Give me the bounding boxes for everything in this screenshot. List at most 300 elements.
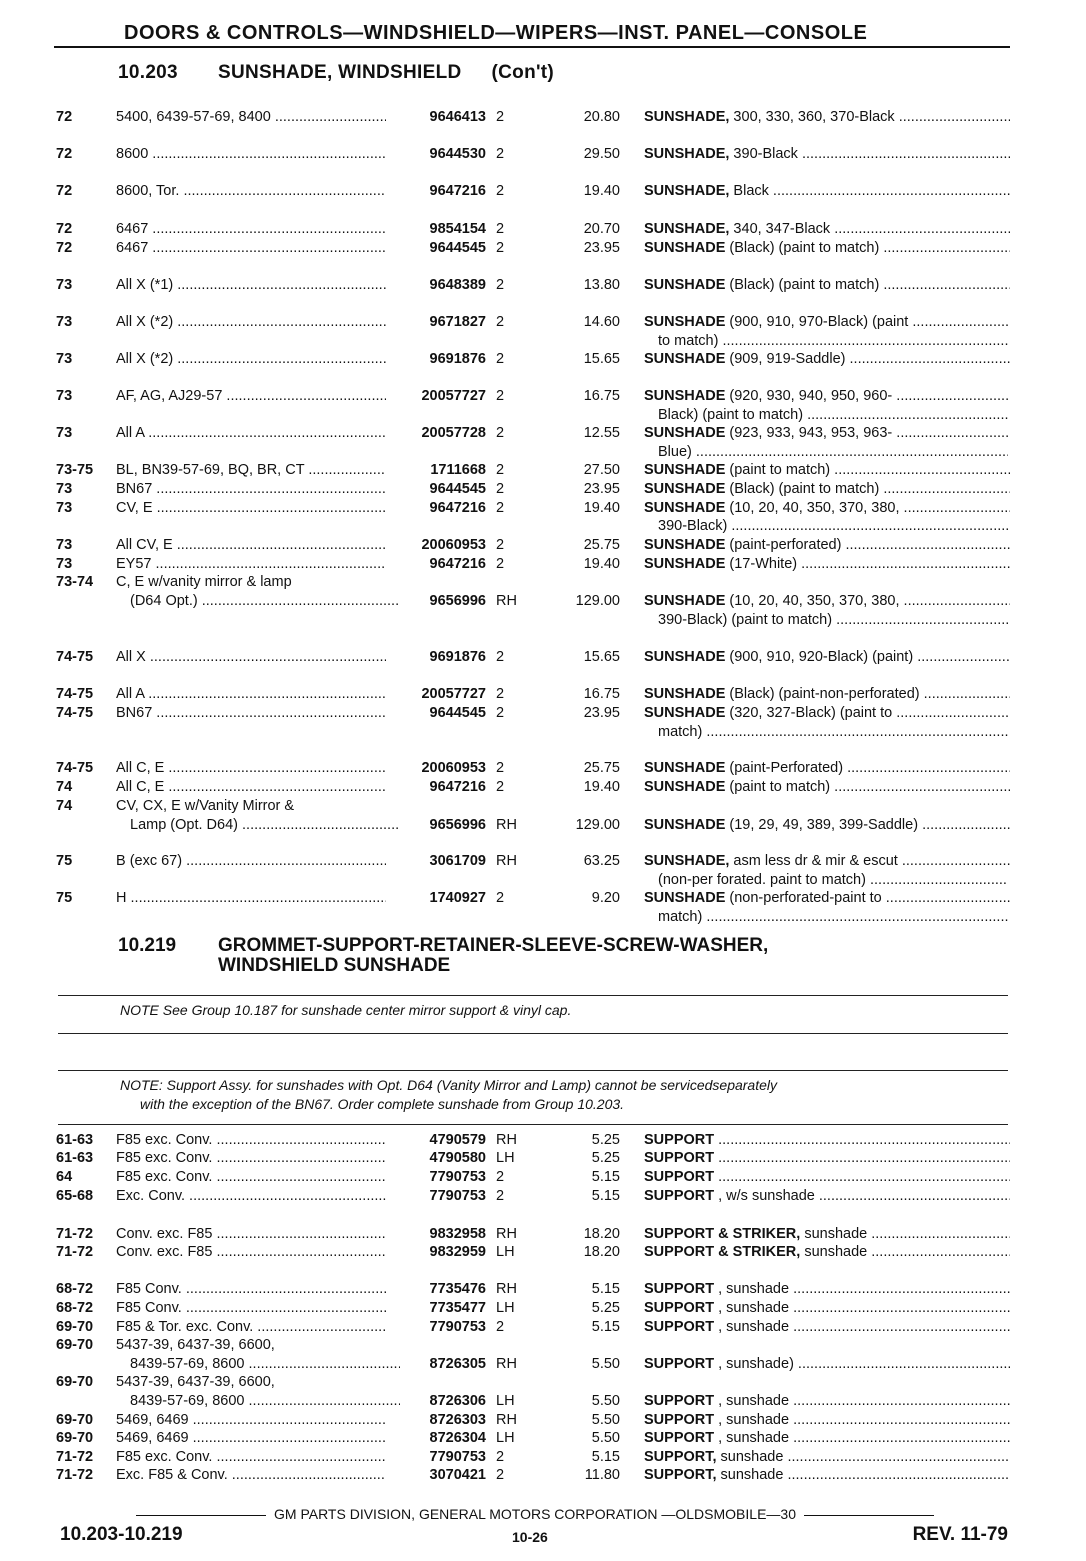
description-continuation: [658, 443, 1008, 462]
quantity-cell: 2: [496, 1188, 505, 1204]
section-number: 10.219: [118, 935, 177, 956]
price-cell: 18.20: [583, 1226, 620, 1242]
description-cell: [644, 145, 1010, 164]
description-cell: [644, 1168, 1010, 1187]
model-cell: Exc. F85 & Conv. .....: [116, 1466, 386, 1485]
description-cell: [644, 592, 1010, 611]
description-cell: [644, 1355, 1010, 1374]
page-header: DOORS & CONTROLS—WINDSHIELD—WIPERS—INST. PANEL—CONSOLE: [124, 22, 868, 44]
price-cell: 18.20: [583, 1244, 620, 1260]
price-cell: 19.40: [583, 779, 620, 795]
year-cell: 73: [56, 481, 73, 497]
year-cell: 75: [56, 890, 73, 906]
section-title-line1: GROMMET-SUPPORT-RETAINER-SLEEVE-SCREW-WASHER,: [218, 935, 769, 956]
part-detail: (920, 930, 940, 950, 960-: [725, 388, 893, 404]
description-cell: [644, 424, 1010, 443]
part-detail: 300, 330, 360, 370-Black: [729, 109, 895, 125]
part-number-cell: 20060953: [421, 537, 486, 553]
description-cell: [644, 1187, 1010, 1206]
description-cell: [644, 889, 1010, 908]
year-cell: 72: [56, 183, 73, 199]
quantity-cell: LH: [496, 1430, 515, 1446]
part-detail: (paint to match): [725, 779, 831, 795]
quantity-cell: 2: [496, 1319, 505, 1335]
year-cell: 71-72: [56, 1467, 94, 1483]
part-detail: (19, 29, 49, 389, 399-Saddle): [725, 817, 919, 833]
description-continuation: [658, 871, 1008, 890]
part-name: SUPPORT: [644, 1281, 715, 1297]
part-name: SUPPORT: [644, 1393, 715, 1409]
year-cell: 74: [56, 798, 73, 814]
quantity-cell: RH: [496, 817, 517, 833]
part-detail: , w/s sunshade: [714, 1188, 815, 1204]
quantity-cell: 2: [496, 240, 505, 256]
quantity-cell: 2: [496, 388, 505, 404]
quantity-cell: 2: [496, 500, 505, 516]
part-number-cell: 9647216: [429, 500, 486, 516]
price-cell: 63.25: [583, 853, 620, 869]
description-cell: [644, 1131, 1010, 1150]
year-cell: 73-75: [56, 462, 94, 478]
quantity-cell: 2: [496, 760, 505, 776]
footer-group-range: 10.203-10.219: [60, 1524, 183, 1545]
model-cell: Conv. exc. F85 .....: [116, 1225, 386, 1244]
part-name: SUNSHADE: [644, 649, 726, 665]
price-cell: 5.15: [591, 1169, 620, 1185]
part-name: SUPPORT & STRIKER,: [644, 1226, 801, 1242]
model-cell: EY57 .....: [116, 555, 386, 574]
part-number-cell: 9854154: [429, 221, 486, 237]
price-cell: 5.50: [591, 1356, 620, 1372]
model-cell: 8439-57-69, 8600 .....: [130, 1355, 400, 1374]
price-cell: 23.95: [583, 240, 620, 256]
price-cell: 129.00: [575, 593, 620, 609]
quantity-cell: 2: [496, 890, 505, 906]
part-number-cell: 7735476: [429, 1281, 486, 1297]
section-number: 10.203: [118, 62, 178, 83]
part-name: SUNSHADE: [644, 705, 726, 721]
part-detail: (Black) (paint to match): [725, 240, 880, 256]
part-number-cell: 3070421: [429, 1467, 486, 1483]
model-cell: F85 exc. Conv. .....: [116, 1131, 386, 1150]
part-detail: (Black) (paint to match): [725, 277, 880, 293]
description-continuation: [658, 611, 1008, 630]
part-name: SUNSHADE: [644, 686, 726, 702]
section-title: SUNSHADE, WINDSHIELD: [218, 62, 462, 83]
model-cell: F85 exc. Conv. .....: [116, 1448, 386, 1467]
part-number-cell: 9656996: [429, 817, 486, 833]
description-cell: [644, 313, 1010, 332]
price-cell: 25.75: [583, 537, 620, 553]
year-cell: 72: [56, 221, 73, 237]
part-name: SUNSHADE,: [644, 853, 730, 869]
part-detail: (900, 910, 970-Black) (paint: [725, 314, 909, 330]
description-continuation: [658, 723, 1008, 742]
part-detail: (paint-perforated): [725, 537, 842, 553]
part-name: SUNSHADE: [644, 537, 726, 553]
part-name: SUNSHADE: [644, 817, 726, 833]
year-cell: 73: [56, 277, 73, 293]
model-cell: H .....: [116, 889, 386, 908]
description-continuation: [658, 908, 1008, 927]
part-detail: sunshade: [800, 1244, 868, 1260]
quantity-cell: 2: [496, 705, 505, 721]
year-cell: 72: [56, 146, 73, 162]
model-cell: All X (*1) .....: [116, 276, 386, 295]
part-detail: sunshade: [716, 1449, 784, 1465]
quantity-cell: 2: [496, 537, 505, 553]
price-cell: 15.65: [583, 649, 620, 665]
part-number-cell: 9647216: [429, 779, 486, 795]
quantity-cell: RH: [496, 853, 517, 869]
note-support-assy-line1: NOTE: Support Assy. for sunshades with Opt. D64 (Vanity Mirror and Lamp) cannot be servicedseparately: [120, 1077, 777, 1093]
part-detail: , sunshade: [714, 1393, 790, 1409]
part-name: SUNSHADE: [644, 890, 726, 906]
price-cell: 9.20: [591, 890, 620, 906]
price-cell: 15.65: [583, 351, 620, 367]
part-number-cell: 8726305: [429, 1356, 486, 1372]
section-title-10-203: [118, 62, 554, 84]
part-number-cell: 9647216: [429, 183, 486, 199]
model-cell: All C, E .....: [116, 759, 386, 778]
model-cell: 8600 .....: [116, 145, 386, 164]
year-cell: 68-72: [56, 1300, 94, 1316]
description-cell: [644, 1411, 1010, 1430]
part-detail: , sunshade): [714, 1356, 794, 1372]
year-cell: 69-70: [56, 1319, 94, 1335]
part-detail: 340, 347-Black: [729, 221, 831, 237]
year-cell: 74-75: [56, 649, 94, 665]
model-cell: All A .....: [116, 685, 386, 704]
description-cell: [644, 852, 1010, 871]
part-number-cell: 9647216: [429, 556, 486, 572]
year-cell: 73: [56, 351, 73, 367]
year-cell: 73: [56, 425, 73, 441]
model-cell: 8439-57-69, 8600 .....: [130, 1392, 400, 1411]
year-cell: 72: [56, 240, 73, 256]
part-name: SUNSHADE: [644, 425, 726, 441]
year-cell: 74-75: [56, 705, 94, 721]
footer-revision: REV. 11-79: [912, 1524, 1008, 1545]
description-cell: [644, 239, 1010, 258]
part-detail: sunshade: [800, 1226, 868, 1242]
price-cell: 13.80: [583, 277, 620, 293]
description-continuation: [658, 517, 1008, 536]
year-cell: 71-72: [56, 1226, 94, 1242]
note-group-10-187: NOTE See Group 10.187 for sunshade center mirror support & vinyl cap.: [120, 1002, 572, 1018]
quantity-cell: 2: [496, 556, 505, 572]
description-cell: [644, 1392, 1010, 1411]
part-name: SUPPORT,: [644, 1449, 717, 1465]
description-cell: [644, 1280, 1010, 1299]
footer-page-number: 10-26: [512, 1529, 548, 1545]
quantity-cell: 2: [496, 1169, 505, 1185]
price-cell: 12.55: [583, 425, 620, 441]
part-number-cell: 4790579: [429, 1132, 486, 1148]
part-name: SUNSHADE: [644, 593, 726, 609]
part-number-cell: 9832958: [429, 1226, 486, 1242]
quantity-cell: 2: [496, 146, 505, 162]
part-detail: (320, 327-Black) (paint to: [725, 705, 893, 721]
part-number-cell: 20057727: [421, 388, 486, 404]
continuation-text: match): [658, 724, 703, 740]
model-cell: F85 Conv. .....: [116, 1280, 386, 1299]
year-cell: 73: [56, 556, 73, 572]
price-cell: 20.80: [583, 109, 620, 125]
model-cell: 5437-39, 6437-39, 6600,: [116, 1374, 275, 1390]
quantity-cell: 2: [496, 462, 505, 478]
year-cell: 73: [56, 314, 73, 330]
part-name: SUPPORT: [644, 1169, 715, 1185]
continuation-text: Black) (paint to match): [658, 407, 804, 423]
part-name: SUPPORT & STRIKER,: [644, 1244, 801, 1260]
part-name: SUNSHADE: [644, 500, 726, 516]
description-cell: [644, 1243, 1010, 1262]
price-cell: 5.50: [591, 1412, 620, 1428]
price-cell: 16.75: [583, 388, 620, 404]
model-cell: F85 Conv. .....: [116, 1299, 386, 1318]
price-cell: 5.25: [591, 1150, 620, 1166]
part-number-cell: 9644530: [429, 146, 486, 162]
year-cell: 68-72: [56, 1281, 94, 1297]
part-detail: (10, 20, 40, 350, 370, 380,: [725, 593, 900, 609]
part-number-cell: 9832959: [429, 1244, 486, 1260]
model-cell: Exc. Conv. .....: [116, 1187, 386, 1206]
part-number-cell: 7735477: [429, 1300, 486, 1316]
part-detail: (paint-Perforated): [725, 760, 844, 776]
part-name: SUNSHADE: [644, 462, 726, 478]
price-cell: 19.40: [583, 183, 620, 199]
price-cell: 19.40: [583, 556, 620, 572]
model-cell: CV, CX, E w/Vanity Mirror &: [116, 798, 295, 814]
quantity-cell: RH: [496, 1356, 517, 1372]
model-cell: Lamp (Opt. D64) .....: [130, 816, 400, 835]
description-cell: [644, 1149, 1010, 1168]
price-cell: 129.00: [575, 817, 620, 833]
part-detail: , sunshade: [714, 1430, 790, 1446]
price-cell: 11.80: [584, 1467, 620, 1483]
model-cell: 8600, Tor. .....: [116, 182, 386, 201]
year-cell: 72: [56, 109, 73, 125]
model-cell: B (exc 67) .....: [116, 852, 386, 871]
part-name: SUPPORT: [644, 1356, 715, 1372]
model-cell: BN67 .....: [116, 480, 386, 499]
model-cell: 5469, 6469 .....: [116, 1429, 386, 1448]
section-title-line2: WINDSHIELD SUNSHADE: [218, 955, 451, 976]
part-name: SUPPORT: [644, 1430, 715, 1446]
part-number-cell: 3061709: [429, 853, 486, 869]
part-number-cell: 4790580: [429, 1150, 486, 1166]
price-cell: 29.50: [583, 146, 620, 162]
section-cont: (Con't): [491, 62, 555, 83]
model-cell: 5469, 6469 .....: [116, 1411, 386, 1430]
model-cell: CV, E .....: [116, 499, 386, 518]
model-cell: All CV, E .....: [116, 536, 386, 555]
description-cell: [644, 1466, 1010, 1485]
continuation-text: (non-per forated. paint to match): [658, 872, 866, 888]
part-number-cell: 8726304: [429, 1430, 486, 1446]
quantity-cell: RH: [496, 1132, 517, 1148]
model-cell: F85 exc. Conv. .....: [116, 1149, 386, 1168]
description-cell: [644, 555, 1010, 574]
price-cell: 5.25: [591, 1132, 620, 1148]
part-number-cell: 7790753: [429, 1449, 486, 1465]
year-cell: 69-70: [56, 1412, 94, 1428]
part-name: SUNSHADE,: [644, 109, 730, 125]
part-number-cell: 1740927: [429, 890, 486, 906]
part-name: SUNSHADE: [644, 240, 726, 256]
year-cell: 71-72: [56, 1244, 94, 1260]
part-name: SUNSHADE: [644, 388, 726, 404]
description-cell: [644, 480, 1010, 499]
price-cell: 23.95: [583, 705, 620, 721]
part-name: SUNSHADE: [644, 556, 726, 572]
year-cell: 73: [56, 500, 73, 516]
quantity-cell: 2: [496, 221, 505, 237]
price-cell: 5.15: [591, 1449, 620, 1465]
description-cell: [644, 778, 1010, 797]
model-cell: F85 exc. Conv. .....: [116, 1168, 386, 1187]
part-number-cell: 9644545: [429, 705, 486, 721]
model-cell: 6467 .....: [116, 220, 386, 239]
quantity-cell: 2: [496, 779, 505, 795]
part-detail: 390-Black: [729, 146, 798, 162]
year-cell: 61-63: [56, 1132, 94, 1148]
quantity-cell: LH: [496, 1150, 515, 1166]
price-cell: 23.95: [583, 481, 620, 497]
part-detail: , sunshade: [714, 1281, 790, 1297]
description-cell: [644, 816, 1010, 835]
description-cell: [644, 276, 1010, 295]
part-name: SUPPORT: [644, 1150, 715, 1166]
price-cell: 20.70: [583, 221, 620, 237]
part-detail: (Black) (paint to match): [725, 481, 880, 497]
price-cell: 25.75: [583, 760, 620, 776]
continuation-text: to match): [658, 333, 719, 349]
part-number-cell: 7790753: [429, 1319, 486, 1335]
description-cell: [644, 220, 1010, 239]
year-cell: 74-75: [56, 760, 94, 776]
part-name: SUPPORT,: [644, 1467, 717, 1483]
part-number-cell: 20060953: [421, 760, 486, 776]
quantity-cell: 2: [496, 1449, 505, 1465]
part-name: SUNSHADE: [644, 351, 726, 367]
quantity-cell: RH: [496, 1412, 517, 1428]
part-detail: (Black) (paint-non-perforated): [725, 686, 920, 702]
part-number-cell: 9691876: [429, 351, 486, 367]
section-title-10-219: [118, 936, 768, 976]
price-cell: 5.25: [591, 1300, 620, 1316]
quantity-cell: 2: [496, 277, 505, 293]
part-number-cell: 20057727: [421, 686, 486, 702]
quantity-cell: LH: [496, 1244, 515, 1260]
model-cell: BN67 .....: [116, 704, 386, 723]
part-number-cell: 20057728: [421, 425, 486, 441]
part-number-cell: 9646413: [429, 109, 486, 125]
quantity-cell: 2: [496, 314, 505, 330]
description-cell: [644, 1299, 1010, 1318]
quantity-cell: RH: [496, 1226, 517, 1242]
part-number-cell: 9691876: [429, 649, 486, 665]
part-number-cell: 7790753: [429, 1188, 486, 1204]
part-number-cell: 9644545: [429, 240, 486, 256]
price-cell: 5.50: [591, 1393, 620, 1409]
part-name: SUNSHADE: [644, 277, 726, 293]
part-number-cell: 7790753: [429, 1169, 486, 1185]
divider: [58, 1124, 1008, 1125]
description-cell: [644, 499, 1010, 518]
part-detail: (paint to match): [725, 462, 831, 478]
quantity-cell: LH: [496, 1393, 515, 1409]
price-cell: 19.40: [583, 500, 620, 516]
description-cell: [644, 182, 1010, 201]
year-cell: 73: [56, 388, 73, 404]
description-cell: [644, 1225, 1010, 1244]
part-detail: (non-perforated-paint to: [725, 890, 882, 906]
price-cell: 5.15: [591, 1319, 620, 1335]
part-number-cell: 1711668: [430, 462, 486, 478]
part-detail: (10, 20, 40, 350, 370, 380,: [725, 500, 900, 516]
part-number-cell: 8726303: [429, 1412, 486, 1428]
description-cell: [644, 108, 1010, 127]
model-cell: All A .....: [116, 424, 386, 443]
model-cell: Conv. exc. F85 .....: [116, 1243, 386, 1262]
price-cell: 5.15: [591, 1188, 620, 1204]
model-cell: BL, BN39-57-69, BQ, BR, CT .....: [116, 461, 386, 480]
description-cell: [644, 387, 1010, 406]
quantity-cell: 2: [496, 1467, 505, 1483]
description-cell: [644, 1318, 1010, 1337]
quantity-cell: RH: [496, 1281, 517, 1297]
quantity-cell: 2: [496, 183, 505, 199]
price-cell: 14.60: [583, 314, 620, 330]
part-number-cell: 9656996: [429, 593, 486, 609]
year-cell: 69-70: [56, 1337, 94, 1353]
model-cell: AF, AG, AJ29-57 .....: [116, 387, 386, 406]
part-name: SUNSHADE: [644, 760, 726, 776]
model-cell: All C, E .....: [116, 778, 386, 797]
description-cell: [644, 685, 1010, 704]
part-name: SUNSHADE: [644, 314, 726, 330]
model-cell: 6467 .....: [116, 239, 386, 258]
year-cell: 75: [56, 853, 73, 869]
model-cell: All X .....: [116, 648, 386, 667]
quantity-cell: 2: [496, 649, 505, 665]
description-cell: [644, 1448, 1010, 1467]
part-name: SUPPORT: [644, 1188, 715, 1204]
part-name: SUNSHADE,: [644, 146, 730, 162]
model-cell: 5437-39, 6437-39, 6600,: [116, 1337, 275, 1353]
description-cell: [644, 1429, 1010, 1448]
continuation-text: 390-Black): [658, 518, 728, 534]
year-cell: 69-70: [56, 1374, 94, 1390]
year-cell: 74-75: [56, 686, 94, 702]
description-continuation: [658, 332, 1008, 351]
part-detail: (900, 910, 920-Black) (paint): [725, 649, 914, 665]
model-cell: All X (*2) .....: [116, 313, 386, 332]
quantity-cell: RH: [496, 593, 517, 609]
description-cell: [644, 461, 1010, 480]
year-cell: 69-70: [56, 1430, 94, 1446]
year-cell: 61-63: [56, 1150, 94, 1166]
model-cell: All X (*2) .....: [116, 350, 386, 369]
quantity-cell: 2: [496, 481, 505, 497]
continuation-text: Blue): [658, 444, 692, 460]
note-support-assy-line2: with the exception of the BN67. Order complete sunshade from Group 10.203.: [140, 1096, 625, 1112]
part-detail: , sunshade: [714, 1319, 790, 1335]
part-number-cell: 9671827: [429, 314, 486, 330]
continuation-text: 390-Black) (paint to match): [658, 612, 833, 628]
